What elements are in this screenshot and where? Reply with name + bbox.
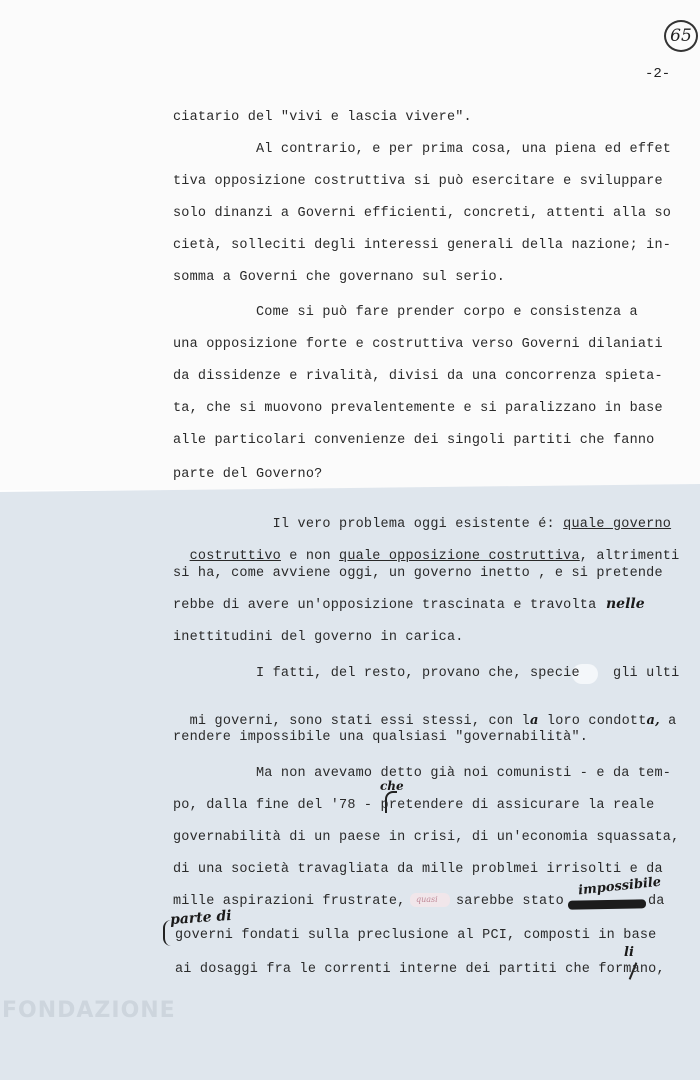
text-line: da dissidenze e rivalità, divisi da una concorrenza spieta-	[173, 369, 663, 384]
text-line: alle particolari convenienze dei singoli partiti che fanno	[173, 433, 655, 448]
text-line: di una società travagliata da mille problmei irrisolti e da	[173, 862, 663, 877]
text-line: da	[648, 894, 665, 909]
text-line: parte del Governo?	[173, 467, 323, 482]
text-fragment: , altrimenti	[579, 549, 680, 564]
text-line: ciatario del "vivi e lascia vivere".	[173, 110, 472, 125]
text-line: rebbe di avere un'opposizione trascinata e travolta	[173, 598, 597, 613]
text-line: governabilità di un paese in crisi, di un'economia squassata,	[173, 830, 680, 845]
insertion-bracket	[163, 920, 175, 946]
page-number: -2-	[645, 66, 671, 82]
text-line: sarebbe stato	[456, 894, 564, 909]
handwritten-correction: a	[529, 713, 539, 728]
handwritten-insertion: parte di	[169, 907, 233, 929]
text-line: somma a Governi che governano sul serio.	[173, 270, 506, 285]
text-line: si ha, come avviene oggi, un governo inetto , e si pretende	[173, 566, 663, 581]
text-line: una opposizione forte e costruttiva verso Governi dilaniati	[173, 337, 663, 352]
handwritten-correction: nelle	[606, 596, 645, 612]
text-line: ai dosaggi fra le correnti interne dei partiti che formano,	[175, 962, 665, 977]
text-line: Ma non avevamo detto già noi comunisti - e da tem-	[256, 766, 672, 781]
archive-page-stamp: 65	[664, 20, 698, 52]
text-line: tiva opposizione costruttiva si può esercitare e sviluppare	[173, 174, 663, 189]
text-line: mille aspirazioni frustrate,	[173, 894, 406, 909]
text-line: Come si può fare prender corpo e consistenza a	[256, 305, 638, 320]
text-fragment: a	[659, 714, 677, 729]
text-fragment: Il vero problema oggi esistente é:	[272, 517, 564, 532]
text-line: solo dinanzi a Governi efficienti, concreti, attenti alla so	[173, 206, 672, 221]
text-fragment: mi governi, sono stati essi stessi, con l	[189, 714, 530, 729]
handwritten-correction: a,	[646, 713, 660, 728]
text-line: inettitudini del governo in carica.	[173, 630, 464, 645]
text-fragment: e non	[280, 549, 340, 564]
text-fragment: loro condott	[538, 714, 647, 729]
crossed-out-word	[568, 899, 646, 909]
archive-watermark: FONDAZIONE	[2, 998, 176, 1023]
text-line: po, dalla fine del '78 - pretendere di assicurare la reale	[173, 798, 655, 813]
text-line: governi fondati sulla preclusione al PCI, composti in base	[175, 928, 657, 943]
underlined-phrase: quale governo	[563, 517, 672, 532]
text-line	[256, 502, 671, 532]
text-line: I fatti, del resto, provano che, specie gli ulti	[256, 666, 680, 681]
text-line: cietà, solleciti degli interessi generali della nazione; in-	[173, 238, 672, 253]
handwritten-insertion: che	[380, 779, 404, 793]
text-line	[173, 698, 676, 729]
text-line: Al contrario, e per prima cosa, una piena ed effet	[256, 142, 672, 157]
underlined-phrase: costruttivo	[189, 549, 281, 564]
text-line	[173, 534, 679, 564]
smudged-word: quasi	[416, 895, 438, 904]
text-line: ta, che si muovono prevalentemente e si paralizzano in base	[173, 401, 663, 416]
underlined-phrase: quale opposizione costruttiva	[339, 549, 580, 564]
handwritten-insertion: li	[624, 945, 634, 960]
handwritten-insertion: impossibile	[577, 874, 662, 899]
text-line: rendere impossibile una qualsiasi "governabilità".	[173, 730, 589, 745]
